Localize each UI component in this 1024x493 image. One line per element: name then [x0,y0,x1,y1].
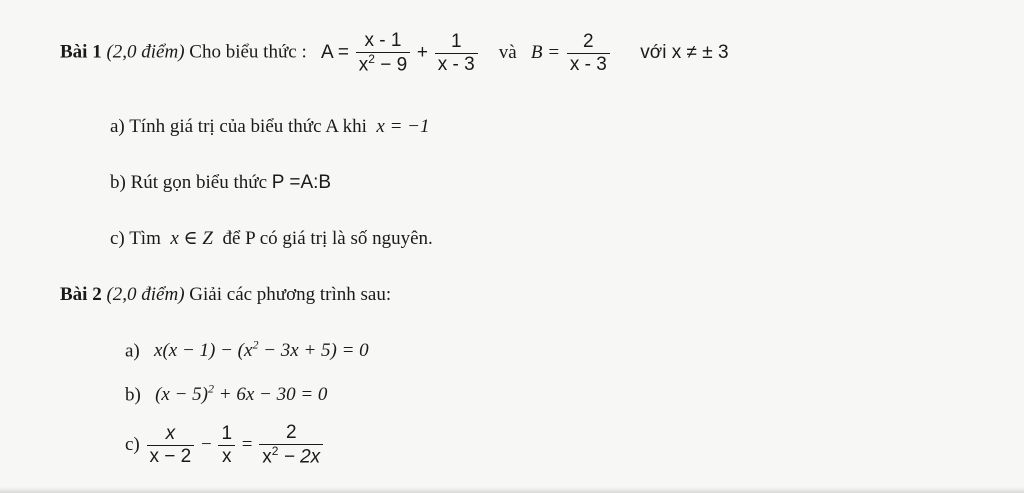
and-word: và [498,42,517,64]
frac1-den-rest: − 9 [374,54,408,76]
bai1-part-b [110,172,331,194]
eq-b-part1: (x − 5) [155,384,208,406]
bai1-part-c [110,227,433,250]
eq-c-f3-denominator [259,445,323,468]
eq-c-f1-denominator: x − 2 [149,445,192,467]
scan-bottom-shadow [0,487,1024,493]
eq-c-f2-denominator: x [222,445,232,467]
frac1-den-exponent: 2 [368,51,375,66]
bai2-statement [60,284,391,306]
eq-c-label: c) [125,434,140,456]
eq-c-f2-numerator: 1 [218,423,235,446]
eq-c-fraction-1 [147,423,195,468]
bai2-title: Bài 2 [60,284,102,305]
eq-c-fraction-2 [218,423,235,468]
bai2-part-a [125,338,369,362]
part-b-math: P =A:B [271,172,332,193]
eq-a-expression [154,340,369,361]
equals-sign: = [241,434,253,456]
bai1-points: (2,0 điểm) [106,41,185,63]
part-c-label: c) [110,228,125,249]
frac1-den-base: x [358,54,369,76]
bai1-title: Bài 1 [60,41,102,63]
eq-c-f1-numerator: x [147,423,195,446]
expr-a-frac2-numerator: 1 [435,31,478,54]
part-a-math: x = −1 [376,116,430,137]
eq-b-exponent: 2 [208,382,214,396]
eq-b-part2: + 6x − 30 = 0 [214,384,328,406]
bai2-part-c [125,422,325,468]
part-b-label: b) [110,172,126,193]
part-c-text-pre: Tìm [129,228,161,249]
eq-b-label: b) [125,384,141,406]
f3-den-base: x [262,446,272,468]
part-c-text-post: để P có giá trị là số nguyên. [222,228,433,249]
expr-a-fraction-1 [356,30,410,76]
part-a-text: Tính giá trị của biểu thức A khi [129,116,367,137]
bai1-statement [60,30,729,76]
expr-a-lhs: A = [320,42,349,64]
condition-text: với x ≠ ± 3 [640,42,729,64]
expr-b-numerator: 2 [567,31,610,54]
eq-c-f3-numerator: 2 [259,422,323,445]
part-b-text: Rút gọn biểu thức [130,172,268,193]
expr-b-fraction [567,31,610,76]
eq-a-exponent: 2 [252,338,259,352]
expr-a-frac1-denominator [356,53,410,76]
bai1-intro: Cho biểu thức : [189,41,307,63]
f3-den-exponent: 2 [271,443,279,458]
bai2-points: (2,0 điểm) [106,284,185,305]
eq-a-part1: x(x − 1) − (x [154,340,253,362]
expr-a-frac1-numerator: x - 1 [356,30,410,53]
bai2-intro: Giải các phương trình sau: [189,284,392,305]
eq-c-fraction-3 [259,422,323,468]
eq-b-expression [155,384,327,405]
expr-b-lhs: B = [530,42,561,64]
part-a-label: a) [110,116,125,137]
eq-a-part2: − 3x + 5) = 0 [258,340,369,362]
eq-a-label: a) [125,340,140,362]
expr-b-denominator: x - 3 [569,53,607,75]
plus-sign: + [416,42,429,64]
minus-sign: − [201,434,212,456]
f3-den-rest: − 2x [278,446,321,468]
expr-a-frac2-denominator: x - 3 [437,53,475,75]
bai2-part-b [125,382,327,406]
expr-a-fraction-2 [435,31,478,76]
bai1-part-a [110,116,430,138]
part-c-math: x ∈ Z [170,228,213,249]
